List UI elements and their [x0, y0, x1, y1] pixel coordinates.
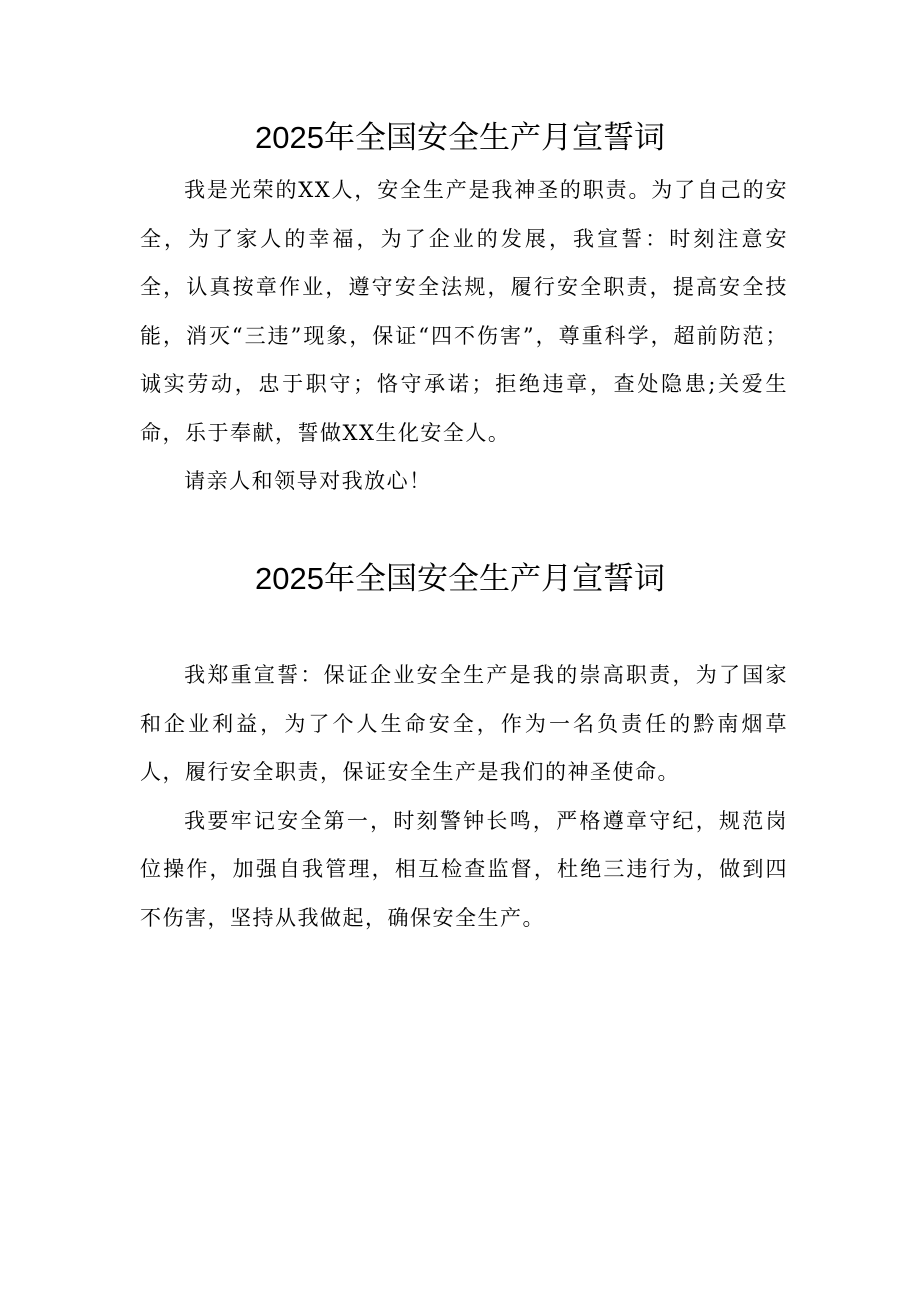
section-2-paragraph-2: 我要牢记安全第一，时刻警钟长鸣，严格遵章守纪，规范岗位操作，加强自我管理，相互检查监督，杜绝三违行为，做到四不伤害，坚持从我做起，确保安全生产。	[140, 808, 788, 930]
section-2-paragraph-1: 我郑重宣誓：保证企业安全生产是我的崇高职责，为了国家和企业利益，为了个人生命安全，作为一名负责任的黔南烟草人，履行安全职责，保证安全生产是我们的神圣使命。	[140, 663, 788, 784]
section-1-paragraph-2: 请亲人和领导对我放心！	[184, 469, 432, 493]
section-2-title: 2025年全国安全生产月宣誓词	[255, 561, 665, 596]
section-1-title: 2025年全国安全生产月宣誓词	[255, 120, 665, 155]
section-1-paragraph-1: 我是光荣的XX人，安全生产是我神圣的职责。为了自己的安全，为了家人的幸福，为了企业的发展，我宣誓：时刻注意安全，认真按章作业，遵守安全法规，履行安全职责，提高安全技能，消灭“三违”现象，保证“四不伤害”，尊重科学，超前防范；诚实劳动，忠于职守；恪守承诺；拒绝违章，查处隐患;关爱生命，乐于奉献，誓做XX生化安全人。	[140, 178, 788, 445]
section-2-body	[140, 651, 788, 942]
section-1-body	[140, 166, 788, 506]
